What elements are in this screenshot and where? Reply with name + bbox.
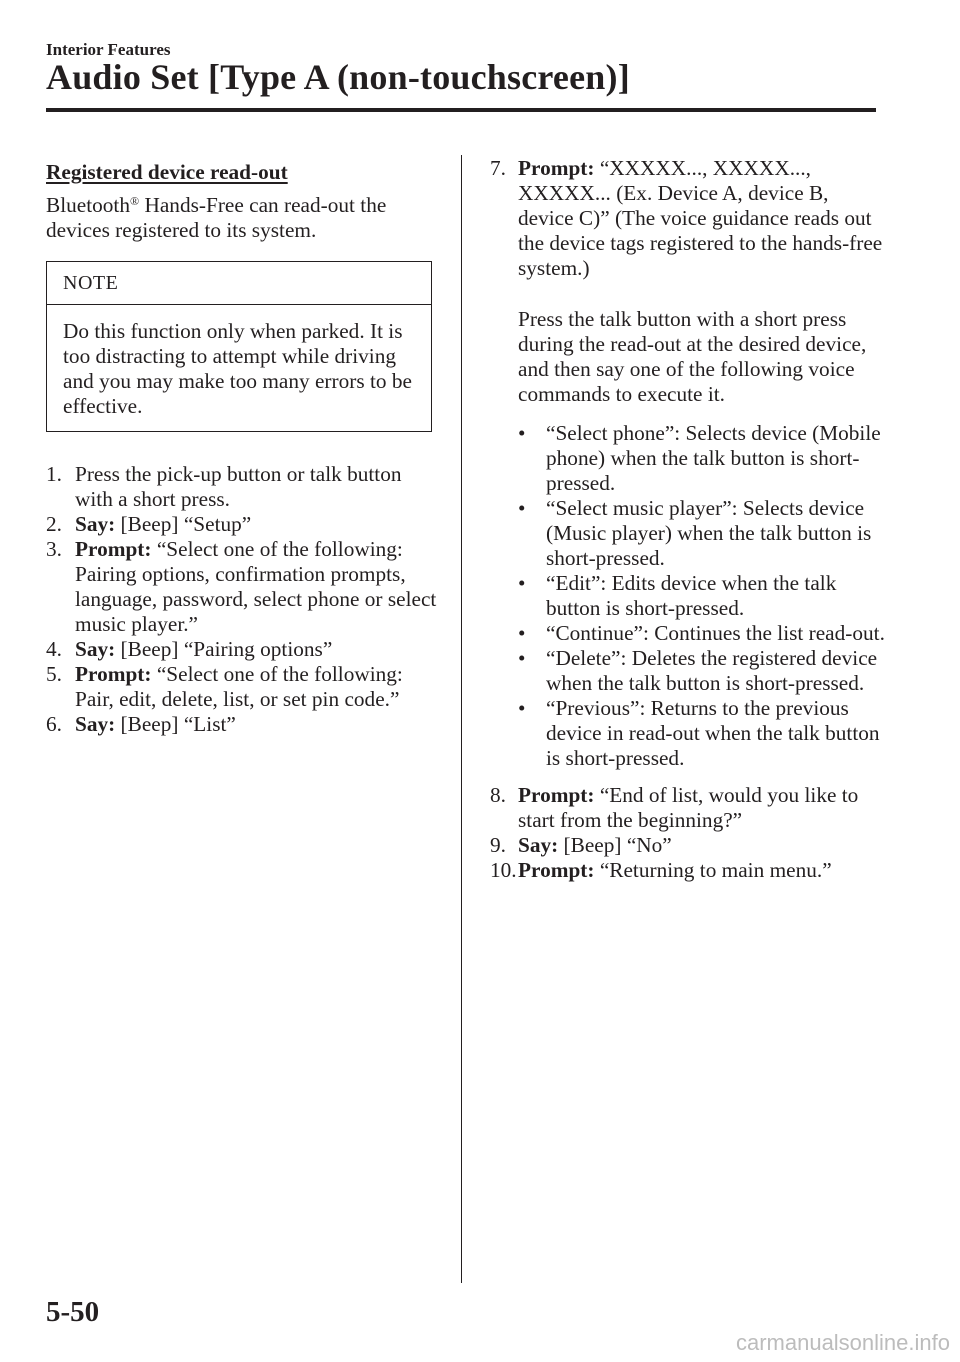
- column-divider: [461, 155, 462, 1283]
- title-rule: [46, 108, 876, 112]
- step-number: 1.: [46, 462, 62, 486]
- section-label: Interior Features: [46, 40, 171, 59]
- voice-command-text: “Delete”: Deletes the registered device when the talk button is short-pressed.: [546, 646, 878, 695]
- step-item: [490, 783, 885, 833]
- step-text: “Select one of the following: Pairing options, confirmation prompts, language, password, select phone or select music player.”: [75, 537, 437, 636]
- step-number: 6.: [46, 712, 62, 736]
- intro-text-before: Bluetooth: [46, 193, 131, 217]
- step-number: 9.: [490, 833, 506, 857]
- step-label: Say:: [518, 833, 559, 857]
- registered-mark: ®: [130, 194, 140, 208]
- watermark: carmanualsonline.info: [735, 1330, 950, 1355]
- step-text: [Beep] “Setup”: [115, 512, 252, 536]
- intro-paragraph: [46, 193, 438, 243]
- bullet-icon: •: [518, 421, 526, 445]
- step-text: Press the pick-up button or talk button with a short press.: [75, 462, 402, 511]
- step-item: [46, 537, 438, 637]
- step-label: Prompt:: [75, 537, 152, 561]
- step-number: 3.: [46, 537, 62, 561]
- step-label: Prompt:: [518, 783, 595, 807]
- step-text: “Returning to main menu.”: [594, 858, 832, 882]
- steps-list-right: [490, 156, 885, 883]
- bullet-icon: •: [518, 621, 526, 645]
- bullet-icon: •: [518, 496, 526, 520]
- step-label: Prompt:: [518, 858, 595, 882]
- step-number: 4.: [46, 637, 62, 661]
- step-label: Say:: [75, 512, 116, 536]
- step-text: “Select one of the following: Pair, edit, delete, list, or set pin code.”: [75, 662, 403, 711]
- voice-command-item: [518, 496, 885, 571]
- step-item: [46, 712, 438, 737]
- step-label: Prompt:: [518, 156, 595, 180]
- step-number: 2.: [46, 512, 62, 536]
- step-item: [46, 512, 438, 537]
- voice-command-item: [518, 571, 885, 621]
- bullet-icon: •: [518, 646, 526, 670]
- page-title: Audio Set [Type A (non-touchscreen)]: [46, 57, 630, 97]
- step-item: [490, 858, 885, 883]
- page-number: 5-50: [46, 1296, 100, 1328]
- step-item: [46, 462, 438, 512]
- voice-command-text: “Previous”: Returns to the previous device in read-out when the talk button is short-pressed.: [546, 696, 880, 770]
- step-text: [Beep] “Pairing options”: [115, 637, 333, 661]
- voice-command-list: [518, 421, 885, 771]
- note-box: [46, 261, 432, 432]
- step-item: [46, 662, 438, 712]
- step-item: [46, 637, 438, 662]
- step-number: 5.: [46, 662, 62, 686]
- voice-command-text: “Edit”: Edits device when the talk button is short-pressed.: [546, 571, 837, 620]
- step-number: 10.: [490, 858, 517, 882]
- voice-command-item: [518, 421, 885, 496]
- voice-command-text: “Continue”: Continues the list read-out.: [546, 621, 885, 645]
- note-title: NOTE: [47, 262, 431, 305]
- step-label: Say:: [75, 712, 116, 736]
- voice-command-text: “Select music player”: Selects device (Music player) when the talk button is short-pressed.: [546, 496, 872, 570]
- subsection-heading: Registered device read-out: [46, 160, 288, 184]
- voice-command-item: [518, 621, 885, 646]
- bullet-icon: •: [518, 696, 526, 720]
- step-text: “XXXXX..., XXXXX..., XXXXX... (Ex. Device A, device B, device C)” (The voice guidance reads out the device tags registered to the hands-free system.): [518, 156, 883, 280]
- voice-command-item: [518, 646, 885, 696]
- step-label: Prompt:: [75, 662, 152, 686]
- voice-command-text: “Select phone”: Selects device (Mobile phone) when the talk button is short-pressed.: [546, 421, 881, 495]
- right-column: [490, 156, 885, 883]
- step-label: Say:: [75, 637, 116, 661]
- voice-command-item: [518, 696, 885, 771]
- step-text: [Beep] “List”: [115, 712, 236, 736]
- left-column: [46, 156, 438, 737]
- step-text: “End of list, would you like to start from the beginning?”: [518, 783, 859, 832]
- step-paragraph: Press the talk button with a short press during the read-out at the desired device, and then say one of the following voice commands to execute it.: [518, 307, 867, 406]
- steps-list-left: [46, 462, 438, 737]
- intro-text-after: Hands-Free can read-out the devices registered to its system.: [46, 193, 387, 242]
- step-number: 8.: [490, 783, 506, 807]
- note-body: Do this function only when parked. It is too distracting to attempt while driving and you may make too many errors to be effective.: [63, 319, 412, 418]
- step-item: [490, 156, 885, 771]
- step-number: 7.: [490, 156, 506, 180]
- bullet-icon: •: [518, 571, 526, 595]
- step-text: [Beep] “No”: [558, 833, 672, 857]
- step-item: [490, 833, 885, 858]
